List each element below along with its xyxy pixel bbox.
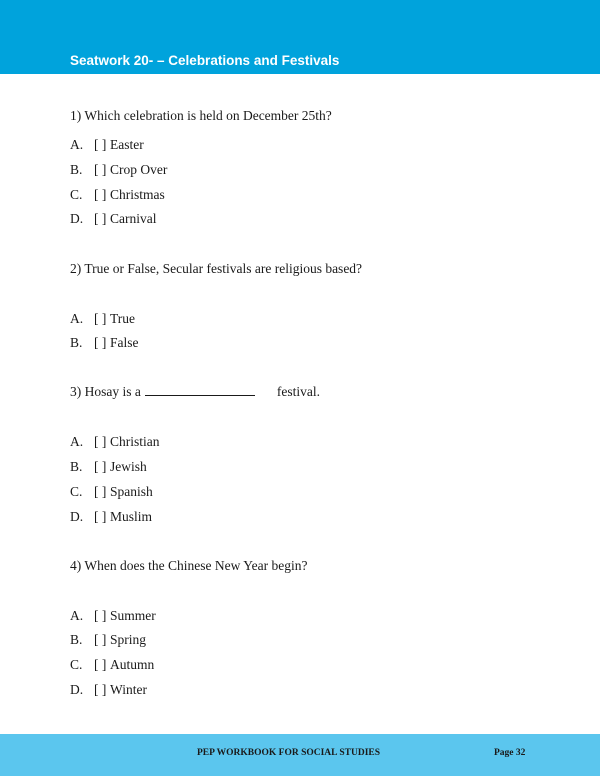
option-letter: A. bbox=[70, 311, 84, 326]
checkbox[interactable]: [ ] bbox=[94, 484, 107, 499]
question-1: 1) Which celebration is held on December 25th? bbox=[70, 108, 332, 123]
option-label: Christmas bbox=[110, 187, 165, 202]
option-letter: C. bbox=[70, 657, 83, 672]
q4-option-b[interactable] bbox=[70, 632, 146, 648]
option-letter: B. bbox=[70, 632, 83, 647]
option-letter: D. bbox=[70, 509, 84, 524]
checkbox[interactable]: [ ] bbox=[94, 632, 107, 647]
checkbox[interactable]: [ ] bbox=[94, 137, 107, 152]
option-letter: B. bbox=[70, 459, 83, 474]
footer-title: PEP WORKBOOK FOR SOCIAL STUDIES bbox=[197, 748, 381, 758]
option-letter: A. bbox=[70, 434, 84, 449]
option-label: Carnival bbox=[110, 211, 157, 226]
option-label: False bbox=[110, 335, 139, 350]
fill-in-blank[interactable] bbox=[145, 384, 255, 396]
question-3-text: 3) Hosay is a bbox=[70, 384, 141, 399]
option-label: Easter bbox=[110, 137, 144, 152]
option-letter: C. bbox=[70, 484, 83, 499]
q3-option-d[interactable] bbox=[70, 509, 152, 525]
option-label: Spanish bbox=[110, 484, 153, 499]
checkbox[interactable]: [ ] bbox=[94, 608, 107, 623]
checkbox[interactable]: [ ] bbox=[94, 509, 107, 524]
option-letter: D. bbox=[70, 211, 84, 226]
checkbox[interactable]: [ ] bbox=[94, 434, 107, 449]
checkbox[interactable]: [ ] bbox=[94, 657, 107, 672]
option-label: Crop Over bbox=[110, 162, 168, 177]
option-letter: A. bbox=[70, 608, 84, 623]
option-label: Jewish bbox=[110, 459, 147, 474]
option-letter: C. bbox=[70, 187, 83, 202]
question-3 bbox=[70, 384, 320, 400]
checkbox[interactable]: [ ] bbox=[94, 311, 107, 326]
checkbox[interactable]: [ ] bbox=[94, 162, 107, 177]
q1-option-c[interactable] bbox=[70, 187, 165, 203]
option-label: Summer bbox=[110, 608, 156, 623]
q4-option-a[interactable] bbox=[70, 608, 156, 624]
option-label: Christian bbox=[110, 434, 160, 449]
q2-option-a[interactable] bbox=[70, 311, 135, 327]
q1-option-a[interactable] bbox=[70, 137, 144, 153]
q3-option-c[interactable] bbox=[70, 484, 153, 500]
checkbox[interactable]: [ ] bbox=[94, 459, 107, 474]
q3-option-b[interactable] bbox=[70, 459, 147, 475]
option-label: Autumn bbox=[110, 657, 155, 672]
q4-option-c[interactable] bbox=[70, 657, 154, 673]
checkbox[interactable]: [ ] bbox=[94, 187, 107, 202]
question-4: 4) When does the Chinese New Year begin? bbox=[70, 558, 308, 573]
question-2: 2) True or False, Secular festivals are religious based? bbox=[70, 261, 363, 276]
q1-option-d[interactable] bbox=[70, 211, 157, 227]
option-label: Spring bbox=[110, 632, 147, 647]
checkbox[interactable]: [ ] bbox=[94, 335, 107, 350]
option-letter: D. bbox=[70, 682, 84, 697]
q3-option-a[interactable] bbox=[70, 434, 160, 450]
option-label: True bbox=[110, 311, 136, 326]
page-number: Page 32 bbox=[494, 748, 526, 758]
question-3-text-end: festival. bbox=[276, 384, 320, 399]
option-label: Winter bbox=[110, 682, 147, 697]
q4-option-d[interactable] bbox=[70, 682, 147, 698]
option-letter: A. bbox=[70, 137, 84, 152]
option-label: Muslim bbox=[110, 509, 153, 524]
option-letter: B. bbox=[70, 162, 83, 177]
option-letter: B. bbox=[70, 335, 83, 350]
q2-option-b[interactable] bbox=[70, 335, 139, 351]
page-title: Seatwork 20- – Celebrations and Festivals bbox=[70, 53, 340, 68]
checkbox[interactable]: [ ] bbox=[94, 682, 107, 697]
q1-option-b[interactable] bbox=[70, 162, 167, 178]
checkbox[interactable]: [ ] bbox=[94, 211, 107, 226]
